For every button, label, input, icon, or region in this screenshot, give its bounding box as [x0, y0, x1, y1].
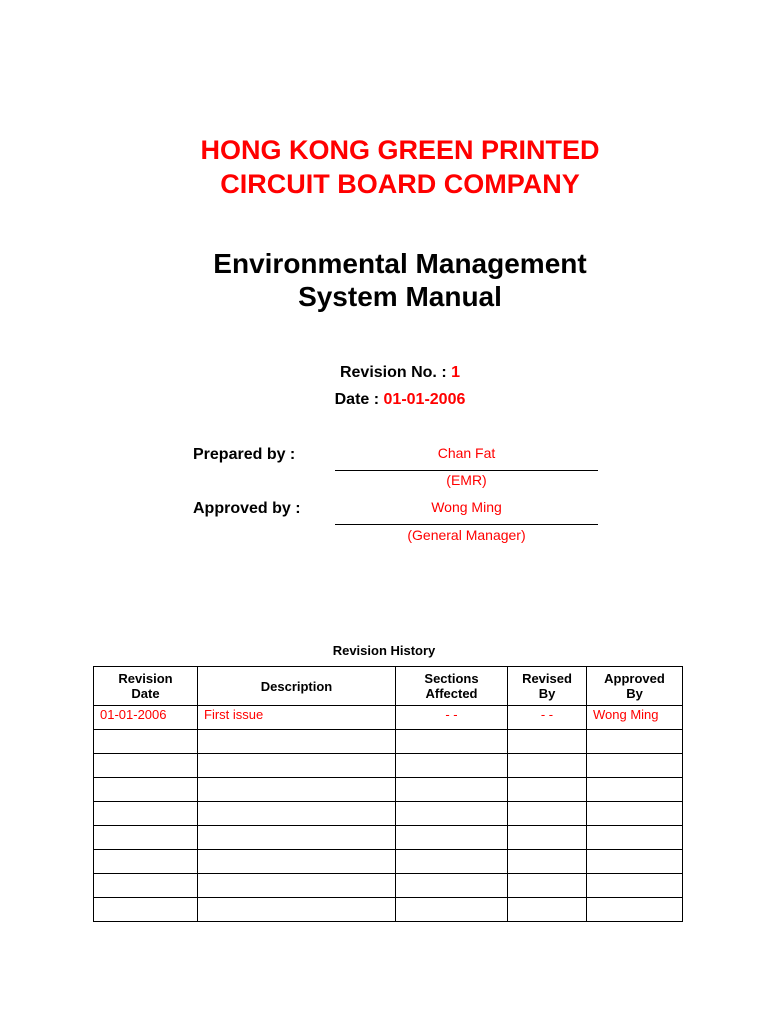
document-title [0, 247, 768, 313]
revision-number [0, 363, 768, 383]
empty-cell [198, 754, 396, 778]
empty-cell [396, 874, 508, 898]
company-name-line-1: HONG KONG GREEN PRINTED [200, 135, 600, 165]
approved-by-name: Wong Ming [431, 499, 502, 515]
empty-cell [508, 826, 587, 850]
empty-cell [198, 850, 396, 874]
empty-cell [587, 826, 683, 850]
company-name-line-2: CIRCUIT BOARD COMPANY [220, 169, 580, 199]
empty-cell [508, 850, 587, 874]
empty-cell [94, 874, 198, 898]
table-row [94, 730, 683, 754]
empty-cell [396, 778, 508, 802]
empty-cell [94, 898, 198, 922]
empty-cell [198, 874, 396, 898]
col-header-revised-by: Revised By [508, 667, 587, 706]
empty-cell [587, 778, 683, 802]
document-title-line-2: System Manual [298, 281, 502, 312]
table-row [94, 874, 683, 898]
prepared-by-name: Chan Fat [437, 445, 496, 461]
col-header-revision-date: Revision Date [94, 667, 198, 706]
empty-cell [396, 898, 508, 922]
cell-sections-affected: - - [396, 706, 508, 730]
table-header-row [94, 667, 683, 706]
cell-description: First issue [198, 706, 396, 730]
empty-cell [508, 730, 587, 754]
revision-history-table [93, 666, 683, 922]
empty-cell [587, 874, 683, 898]
empty-cell [94, 802, 198, 826]
approved-by-label: Approved by : [193, 500, 301, 517]
empty-cell [508, 802, 587, 826]
approved-by-signature-line [335, 524, 598, 525]
empty-cell [94, 730, 198, 754]
revision-history-title: Revision History [332, 643, 436, 658]
empty-cell [198, 898, 396, 922]
empty-cell [587, 730, 683, 754]
empty-cell [396, 730, 508, 754]
issue-date-value: 01-01-2006 [383, 391, 466, 408]
revision-number-label: Revision No. : [339, 364, 447, 381]
empty-cell [508, 778, 587, 802]
empty-cell [587, 898, 683, 922]
empty-cell [396, 754, 508, 778]
empty-cell [198, 802, 396, 826]
empty-cell [508, 754, 587, 778]
empty-cell [198, 778, 396, 802]
empty-cell [94, 778, 198, 802]
table-row [94, 778, 683, 802]
empty-cell [587, 802, 683, 826]
issue-date [0, 390, 768, 410]
table-row [94, 898, 683, 922]
issue-date-label: Date : [334, 391, 380, 408]
empty-cell [587, 754, 683, 778]
empty-cell [198, 826, 396, 850]
cell-approved-by: Wong Ming [587, 706, 683, 730]
table-row [94, 850, 683, 874]
empty-cell [587, 850, 683, 874]
table-row [94, 754, 683, 778]
company-name [0, 133, 768, 201]
table-row [94, 826, 683, 850]
approved-by-role: (General Manager) [407, 527, 526, 543]
empty-cell [94, 826, 198, 850]
empty-cell [396, 850, 508, 874]
col-header-approved-by: Approved By [587, 667, 683, 706]
empty-cell [508, 874, 587, 898]
prepared-by-label: Prepared by : [193, 446, 296, 463]
empty-cell [94, 850, 198, 874]
cell-revision-date: 01-01-2006 [94, 706, 198, 730]
empty-cell [396, 802, 508, 826]
revision-number-value: 1 [451, 364, 461, 381]
table-row [94, 802, 683, 826]
table-row [94, 706, 683, 730]
empty-cell [508, 898, 587, 922]
document-title-line-1: Environmental Management [213, 248, 587, 279]
col-header-description: Description [198, 667, 396, 706]
empty-cell [198, 730, 396, 754]
prepared-by-role: (EMR) [446, 472, 487, 488]
col-header-sections-affected: Sections Affected [396, 667, 508, 706]
empty-cell [396, 826, 508, 850]
empty-cell [94, 754, 198, 778]
cell-revised-by: - - [508, 706, 587, 730]
